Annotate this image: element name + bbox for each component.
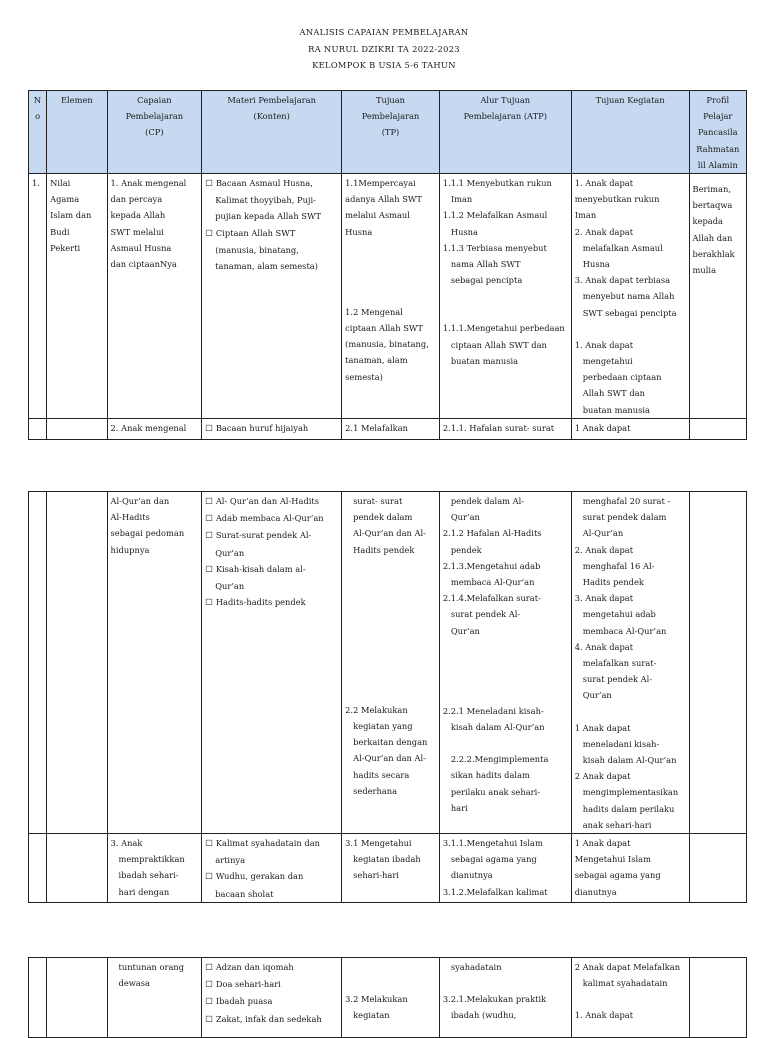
header-elemen: Elemen: [47, 91, 107, 174]
cell-tp: 3.1 Mengetahui kegiatan ibadah sehari-hari: [342, 834, 440, 903]
header-no: N o: [29, 91, 47, 174]
checkbox-item: ☐ Bacaan huruf hijaiyah: [205, 420, 338, 437]
table-row: [29, 418, 747, 439]
cell-tujuan-kegiatan: menghafal 20 surat - surat pendek dalam Al-Qur’an 2. Anak dapat menghafal 16 Al- Hadits pendek 3. Anak dapat mengetahui adab membaca Al-Qur’an 4. Anak dapat melafalkan surat- surat pendek Al- Qur’an 1 Anak dapat meneladani kisah- kisah dalam Al-Qur’an 2 Anak dapat mengimplementasikan hadits dalam perilaku anak sehari-hari: [571, 492, 689, 834]
cp-table-page3: [28, 957, 747, 1038]
cell-materi: ☐ Bacaan Asmaul Husna, Kalimat thoyyibah, Puji- pujian kepada Allah SWT ☐ Ciptaan Allah SWT (manusia, binatang, tanaman, alam semesta): [202, 174, 342, 419]
table-row: [29, 174, 747, 419]
cell-cp: 2. Anak mengenal: [107, 418, 202, 439]
cell-materi: [202, 958, 342, 1038]
cp-table-page2: [28, 491, 747, 903]
cell-cp: 3. Anak mempraktikkan ibadah sehari- hari dengan: [107, 834, 202, 903]
cell-profil: Beriman, bertaqwa kepada Allah dan berakhlak mulia: [689, 174, 746, 419]
table-row: [29, 834, 747, 903]
cell-tujuan-kegiatan: 2 Anak dapat Melafalkan kalimat syahadatain 1. Anak dapat: [571, 958, 689, 1038]
cell-tp: surat- surat pendek dalam Al-Qur’an dan Al- Hadits pendek 2.2 Melakukan kegiatan yang berkaitan dengan Al-Qur’an dan Al- hadits secara sederhana: [342, 492, 440, 834]
cell-materi: ☐ Kalimat syahadatain dan artinya ☐ Wudhu, gerakan dan bacaan sholat: [202, 834, 342, 903]
cell-no: 1.: [29, 174, 47, 419]
cell-tp: 3.2 Melakukan kegiatan: [342, 958, 440, 1038]
cell-atp: 1.1.1 Menyebutkan rukun Iman 1.1.2 Melafalkan Asmaul Husna 1.1.3 Terbiasa menyebut nama Allah SWT sebagai pencipta 1.1.1.Mengetahui perbedaan ciptaan Allah SWT dan buatan manusia: [439, 174, 571, 419]
cp-table-page1: [28, 90, 747, 440]
checkbox-item: ☐ Kisah-kisah dalam al-: [205, 561, 338, 578]
checkbox-item: ☐ Al- Qur’an dan Al-Hadits: [205, 493, 338, 510]
cell-materi: [202, 418, 342, 439]
header-materi: Materi Pembelajaran (Konten): [202, 91, 342, 174]
cell-atp: 3.1.1.Mengetahui Islam sebagai agama yang dianutnya 3.1.2.Melafalkan kalimat: [439, 834, 571, 903]
cell-tujuan-kegiatan: 1. Anak dapat menyebutkan rukun Iman 2. Anak dapat melafalkan Asmaul Husna 3. Anak dapat terbiasa menyebut nama Allah SWT sebagai pencipta 1. Anak dapat mengetahui perbedaan ciptaan Allah SWT dan buatan manusia: [571, 174, 689, 419]
table-row: [29, 958, 747, 1038]
checkbox-item: ☐ Kalimat syahadatain dan: [205, 835, 338, 852]
header-tujuan-kegiatan: Tujuan Kegiatan: [571, 91, 689, 174]
checkbox-item: ☐ Wudhu, gerakan dan: [205, 868, 338, 885]
table-row: [29, 492, 747, 834]
document-subtitle-group: KELOMPOK B USIA 5-6 TAHUN: [312, 60, 456, 70]
cell-tujuan-kegiatan: 1 Anak dapat: [571, 418, 689, 439]
checkbox-item: ☐ Zakat, infak dan sedekah: [205, 1011, 338, 1028]
header-atp: Alur Tujuan Pembelajaran (ATP): [439, 91, 571, 174]
document-subtitle-school: RA NURUL DZIKRI TA 2022-2023: [308, 44, 460, 54]
cell-tp: 2.1 Melafalkan: [342, 418, 440, 439]
cell-atp: 2.1.1. Hafalan surat- surat: [439, 418, 571, 439]
checkbox-item: ☐ Bacaan Asmaul Husna,: [205, 175, 338, 192]
cell-atp: syahadatain 3.2.1.Melakukan praktik ibadah (wudhu,: [439, 958, 571, 1038]
cell-elemen: Nilai Agama Islam dan Budi Pekerti: [47, 174, 107, 419]
cell-tp: 1.1Mempercayai adanya Allah SWT melalui Asmaul Husna 1.2 Mengenal ciptaan Allah SWT (manusia, binatang, tanaman, alam semesta): [342, 174, 440, 419]
cell-atp: pendek dalam Al- Qur’an 2.1.2 Hafalan Al-Hadits pendek 2.1.3.Mengetahui adab membaca Al-Qur’an 2.1.4.Melafalkan surat- surat pendek Al- Qur’an 2.2.1 Meneladani kisah- kisah dalam Al-Qur’an 2.2.2.Mengimplementa sikan hadits dalam perilaku anak sehari- hari: [439, 492, 571, 834]
checkbox-item: ☐ Ciptaan Allah SWT: [205, 225, 338, 242]
header-row: [29, 91, 747, 174]
checkbox-item: ☐ Surat-surat pendek Al-: [205, 527, 338, 544]
checkbox-item: ☐ Adab membaca Al-Qur’an: [205, 510, 338, 527]
document-title: ANALISIS CAPAIAN PEMBELAJARAN: [299, 27, 469, 37]
cell-cp: Al-Qur’an dan Al-Hadits sebagai pedoman hidupnya: [107, 492, 202, 834]
checkbox-item: ☐ Doa sehari-hari: [205, 976, 338, 993]
checkbox-item: ☐ Ibadah puasa: [205, 993, 338, 1010]
cell-cp: 1. Anak mengenal dan percaya kepada Allah SWT melalui Asmaul Husna dan ciptaanNya: [107, 174, 202, 419]
cell-tujuan-kegiatan: 1 Anak dapat Mengetahui Islam sebagai agama yang dianutnya: [571, 834, 689, 903]
checkbox-item: ☐ Adzan dan iqomah: [205, 959, 338, 976]
header-tp: Tujuan Pembelajaran (TP): [342, 91, 440, 174]
cell-cp: tuntunan orang dewasa: [107, 958, 202, 1038]
checkbox-item: ☐ Hadits-hadits pendek: [205, 594, 338, 611]
header-profil: Profil Pelajar Pancasila Rahmatan lil Alamin: [689, 91, 746, 174]
header-cp: Capaian Pembelajaran (CP): [107, 91, 202, 174]
cell-materi: ☐ Al- Qur’an dan Al-Hadits ☐ Adab membaca Al-Qur’an ☐ Surat-surat pendek Al- Qur’an ☐ Kisah-kisah dalam al- Qur’an ☐ Hadits-hadits pendek: [202, 492, 342, 834]
